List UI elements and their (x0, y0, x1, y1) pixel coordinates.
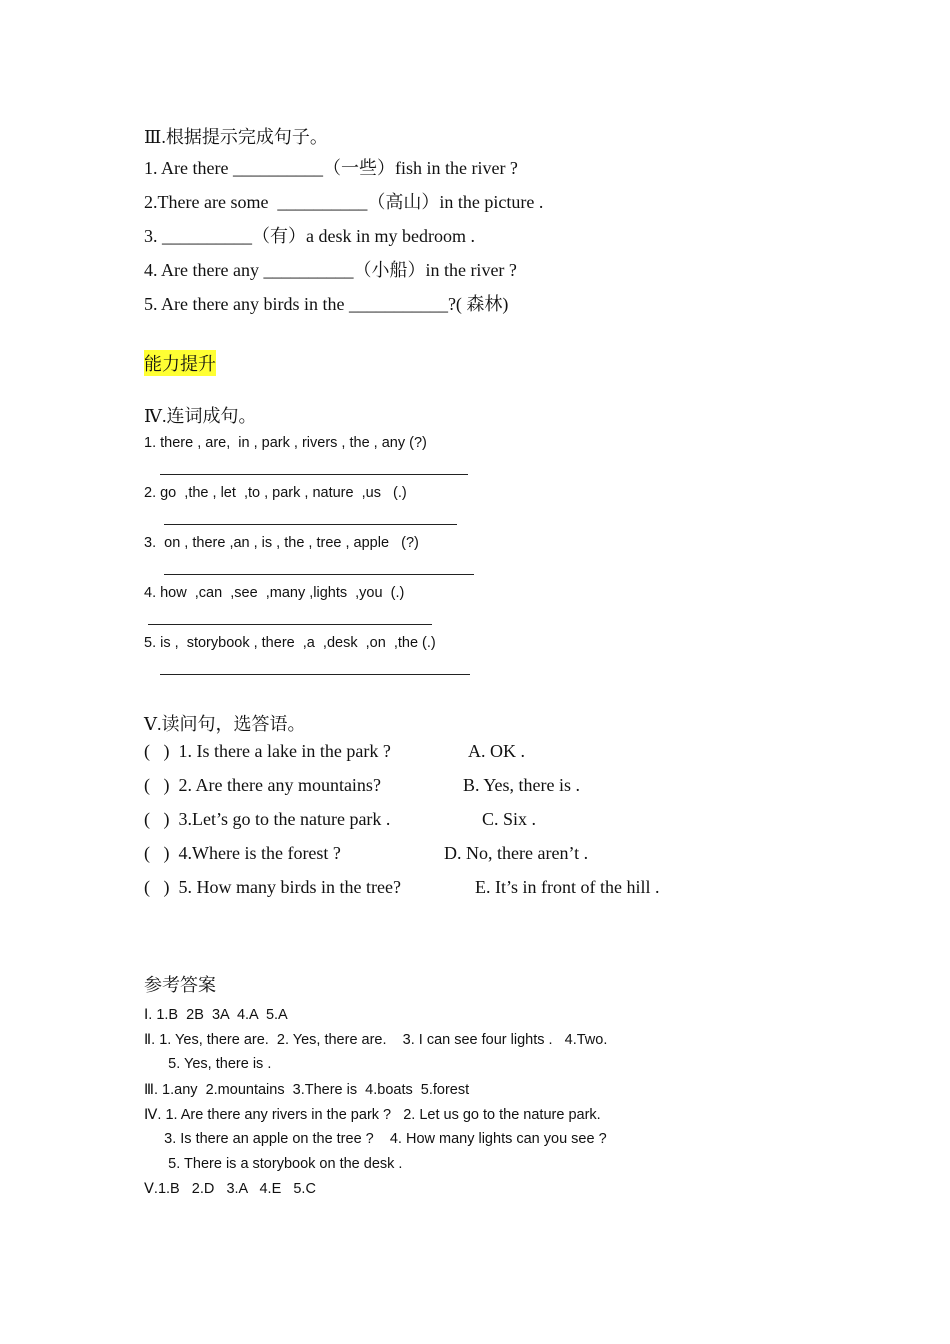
section-5-answer-a: A. OK . (468, 741, 525, 761)
section-5-answer-d: D. No, there aren’t . (444, 843, 589, 863)
answer-blank-line (164, 524, 457, 525)
section-5-question-2: ( ) 2. Are there any mountains? (144, 775, 381, 795)
section-5-question-4: ( ) 4.Where is the forest ? (144, 843, 341, 863)
section-3-item-4: 4. Are there any __________（小船）in the river ? (144, 260, 517, 280)
section-4-item-3: 3. on , there ,an , is , the , tree , apple (?) (144, 535, 419, 551)
answer-key-line-8: Ⅴ.1.B 2.D 3.A 4.E 5.C (144, 1181, 316, 1197)
section-5-question-3: ( ) 3.Let’s go to the nature park . (144, 809, 391, 829)
answer-blank-line (148, 624, 432, 625)
section-4-item-5: 5. is , storybook , there ,a ,desk ,on ,the (.) (144, 635, 436, 651)
section-3-title: Ⅲ.根据提示完成句子。 (144, 127, 328, 147)
answer-key-line-3: 5. Yes, there is . (144, 1056, 272, 1072)
section-5-title: Ⅴ.读问句，选答语。 (144, 714, 306, 734)
ability-heading: 能力提升 (144, 350, 216, 376)
section-5-question-5: ( ) 5. How many birds in the tree? (144, 877, 401, 897)
answer-blank-line (160, 474, 468, 475)
section-5-answer-c: C. Six . (482, 809, 537, 829)
section-5-answer-e: E. It’s in front of the hill . (475, 877, 660, 897)
answer-key-line-1: Ⅰ. 1.B 2B 3A 4.A 5.A (144, 1007, 288, 1023)
section-3-item-3: 3. __________（有）a desk in my bedroom . (144, 226, 475, 246)
section-5-answer-b: B. Yes, there is . (463, 775, 581, 795)
section-3-item-2: 2.There are some __________（高山）in the picture . (144, 192, 544, 212)
answer-key-line-2: Ⅱ. 1. Yes, there are. 2. Yes, there are. 3. I can see four lights . 4.Two. (144, 1032, 608, 1048)
section-4-item-4: 4. how ,can ,see ,many ,lights ,you (.) (144, 585, 405, 601)
section-4-title: Ⅳ.连词成句。 (144, 406, 257, 426)
section-4-item-2: 2. go ,the , let ,to , park , nature ,us (.) (144, 485, 407, 501)
answer-key-line-4: Ⅲ. 1.any 2.mountains 3.There is 4.boats 5.forest (144, 1082, 470, 1098)
answer-key-line-7: 5. There is a storybook on the desk . (144, 1156, 403, 1172)
answer-key-title: 参考答案 (144, 975, 216, 995)
section-3-item-1: 1. Are there __________（一些）fish in the river ? (144, 158, 518, 178)
answer-key-line-6: 3. Is there an apple on the tree ? 4. How many lights can you see ? (144, 1131, 607, 1147)
answer-blank-line (164, 574, 474, 575)
section-3-item-5: 5. Are there any birds in the ___________?( 森林) (144, 294, 509, 314)
answer-blank-line (160, 674, 470, 675)
section-4-item-1: 1. there , are, in , park , rivers , the , any (?) (144, 435, 427, 451)
section-5-question-1: ( ) 1. Is there a lake in the park ? (144, 741, 391, 761)
answer-key-line-5: Ⅳ. 1. Are there any rivers in the park ? 2. Let us go to the nature park. (144, 1107, 601, 1123)
